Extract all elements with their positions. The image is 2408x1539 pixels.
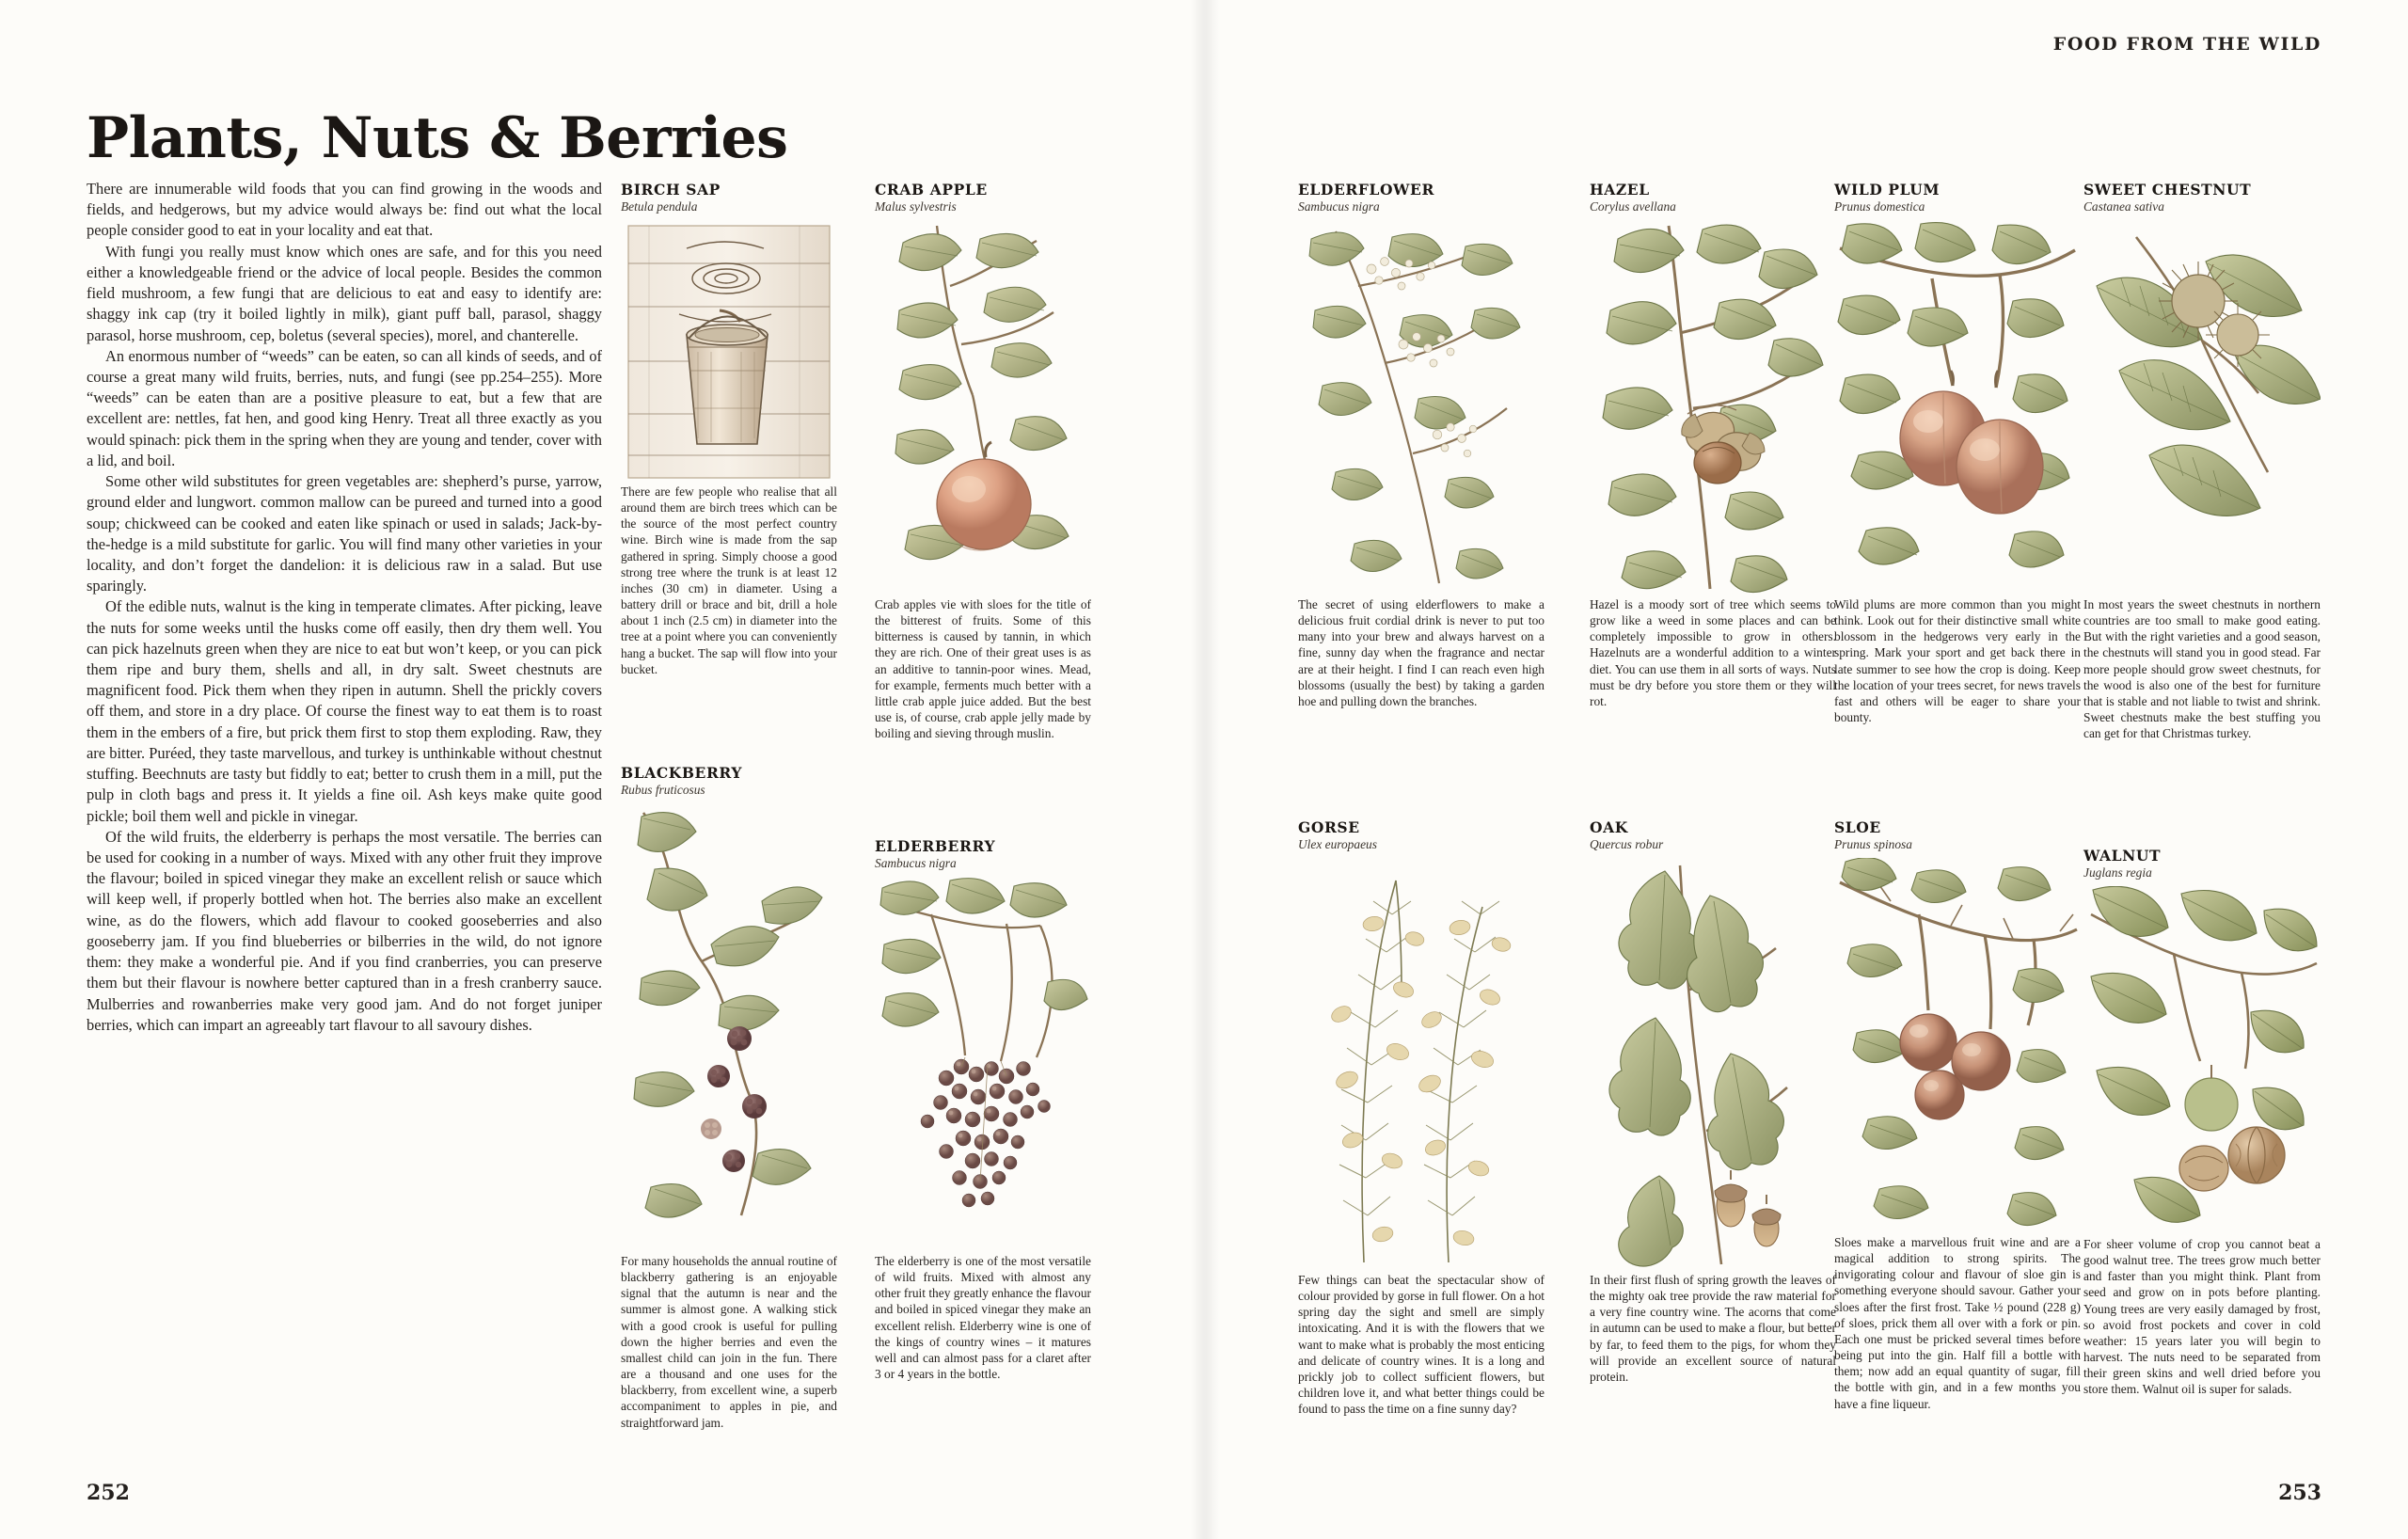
species-description (621, 1253, 837, 1431)
intro-paragraph: There are innumerable wild foods that you can find growing in the woods and fields, and hedgerows, but my advice would always be: find out what the local people consider good to eat in your locality and eat that. (87, 180, 602, 240)
species-description (1834, 596, 2081, 725)
elderberry-cluster-illustration (875, 877, 1091, 1253)
species-paragraph: For sheer volume of crop you cannot beat a good walnut tree. The trees grow much better and faster than you might think. Plant from seed and grow on in pots before planting. Young trees are very easily damaged by frost, so avoid frost pockets and cover in cold weather: 15 years later you will begin to harvest. The nuts need to be separated from their green skins and well dried before you store them. Walnut oil is super for salads. (2083, 1237, 2321, 1397)
crab-apple-branch-illustration (875, 220, 1091, 596)
species-description (621, 484, 837, 677)
page-number-right: 253 (2278, 1481, 2321, 1505)
species-block-walnut (2083, 847, 2321, 1398)
page-gutter (1190, 0, 1220, 1539)
species-paragraph: In their first flush of spring growth the leaves of the mighty oak tree provide the raw material for a very fine country wine. The acorns that come in autumn can be used to make a flour, but better by far, to feed them to the pigs, for whom they will provide an excellent source of natural protein. (1590, 1273, 1836, 1384)
species-latin-name: Corylus avellana (1590, 199, 1676, 214)
species-name: GORSE (1298, 818, 1360, 836)
species-description (875, 1253, 1091, 1382)
blackberry-bramble-illustration (621, 803, 837, 1253)
species-description (875, 596, 1091, 741)
species-block-wild-plum (1834, 181, 2081, 725)
species-description (1298, 596, 1545, 709)
species-block-gorse (1298, 818, 1545, 1417)
species-block-blackberry (621, 764, 837, 1431)
species-name: OAK (1590, 818, 1628, 836)
species-block-oak (1590, 818, 1836, 1385)
species-latin-name: Sambucus nigra (875, 856, 957, 870)
species-description (1298, 1272, 1545, 1417)
running-head: FOOD FROM THE WILD (2052, 34, 2321, 55)
species-paragraph: Sloes make a marvellous fruit wine and are a magical addition to strong spirits. The invigorating colour and flavour of sloe gin is something everyone should savour. Gather your sloes after the first frost. Take ½ pound (228 g) of sloes, prick them all over with a fork or pin. Each one must be pricked several times before being put into the gin. Half fill a bottle with them; now add an equal quantity of sugar, fill the bottle with gin, and in a few months you have a fine liqueur. (1834, 1235, 2081, 1411)
species-description (1590, 1272, 1836, 1385)
species-block-elderflower (1298, 181, 1545, 709)
intro-paragraph: Of the edible nuts, walnut is the king in temperate climates. After picking, leave the nuts for some weeks until the husks come off easily, then dry them well. You can pick hazelnuts green when they are nice to eat but won’t keep, or you can pick them ripe and bury them, shells and all, in dry salt. Sweet chestnuts are magnificent food. Pick them when they ripen in autumn. Shell the prickly covers off them, and store in a dry place. Of course the finest way to eat them is to roast them in the embers of a fire, but prick them first to stop them exploding. Raw, they are bitter. Puréed, they taste marvellous, and turkey is unthinkable without chestnut stuffing. Beechnuts are tasty but fiddly to eat; better to crush them in a mill, put the pulp in cloth bags and press it. It yields a fine oil. Ash keys make quite good pickle; boil them well and pickle in vinegar. (87, 597, 602, 825)
species-paragraph: Wild plums are more common than you might think. Look out for their distinctive small white blossom in the hedgerows very early in the spring. Mark your sport and get back there in late summer to see how the crop is doing. Keep the location of your trees secret, for news travels fast and others will be eager to share your bounty. (1834, 597, 2081, 725)
species-name: HAZEL (1590, 181, 1650, 198)
species-name: ELDERBERRY (875, 837, 996, 855)
intro-paragraph: Of the wild fruits, the elderberry is perhaps the most versatile. The berries can be used for cooking in a number of ways. Mixed with any other fruit they improve the flavour; boiled in spiced vinegar they make an excellent relish or sauce which will keep well, if properly bottled when hot. The berries also make an excellent wine, as do the flowers, which add flavour to cooked gooseberries and also gooseberry jam. If you find blueberries or bilberries in the wild, do not ignore them: they make a wonderful pie. And if you find cranberries, you can preserve them but their flavour is nowhere better captured than in a fresh cranberry sauce. Mulberries and rowanberries make very good jam. And do not forget juniper berries, which can impart an agreeably tart flavour to all savoury dishes. (87, 827, 602, 1034)
species-block-hazel (1590, 181, 1836, 709)
hazelnut-branch-illustration (1590, 220, 1836, 596)
species-name: SLOE (1834, 818, 1881, 836)
sloe-blackthorn-branch-illustration (1834, 858, 2081, 1234)
oak-branch-with-acorns-illustration (1590, 858, 1836, 1272)
species-latin-name: Rubus fruticosus (621, 783, 705, 797)
species-latin-name: Betula pendula (621, 199, 698, 214)
intro-paragraph: Some other wild substitutes for green vegetables are: shepherd’s purse, yarrow, ground elder and lungwort. common mallow can be pureed and turned into a good soup; chickweed can be cooked and eaten like spinach or used in salads; Jack-by-the-hedge is a mild substitute for garlic. You will find many other varieties in your locality, and don’t forget the dandelion: it is delicious raw in a salad. But use sparingly. (87, 472, 602, 595)
species-name: WALNUT (2083, 847, 2162, 865)
species-block-sweet-chestnut (2083, 181, 2321, 741)
species-paragraph: Crab apples vie with sloes for the title of the bitterest of fruits. Some of this bitterness is caused by tannin, in which they are rich. One of their great uses is as an additive to tannin-poor wines. Mead, for example, ferments much better with a little crab apple juice added. But the best use is, of course, crab apple jelly made by boiling and sieving through muslin. (875, 597, 1091, 741)
intro-body-text (87, 179, 602, 1036)
species-latin-name: Prunus domestica (1834, 199, 1925, 214)
species-block-birch-sap (621, 181, 837, 677)
species-description (1590, 596, 1836, 709)
species-name: WILD PLUM (1834, 181, 1941, 198)
gorse-bush-illustration (1298, 858, 1545, 1272)
species-paragraph: The secret of using elderflowers to make a delicious fruit cordial drink is never to put too many into your brew and always harvest on a fine, sunny day when the fragrance and nectar are at their height. I find I can reach even high blossoms (usually the best) by taking a garden hoe and pulling down the branches. (1298, 597, 1545, 708)
sweet-chestnut-branch-illustration (2083, 220, 2321, 596)
species-latin-name: Juglans regia (2083, 865, 2152, 880)
species-name: SWEET CHESTNUT (2083, 181, 2252, 198)
species-latin-name: Malus sylvestris (875, 199, 957, 214)
species-latin-name: Prunus spinosa (1834, 837, 1912, 851)
page-title: Plants, Nuts & Berries (87, 105, 788, 172)
species-latin-name: Sambucus nigra (1298, 199, 1380, 214)
species-description (2083, 596, 2321, 741)
species-latin-name: Ulex europaeus (1298, 837, 1377, 851)
page-number-left: 252 (87, 1481, 130, 1505)
species-paragraph: There are few people who realise that all around them are birch trees which can be the source of the most perfect country wine. Birch wine is made from the sap gathered in spring. Simply choose a good strong tree where the trunk is at least 12 inches (30 cm) in diameter. Using a battery drill or brace and bit, drill a hole about 1 inch (2.5 cm) in diameter into the tree at a point where you can conveniently hang a bucket. The sap will flow into your bucket. (621, 484, 837, 676)
species-paragraph: The elderberry is one of the most versatile of wild fruits. Mixed with almost any other fruit they greatly enhance the flavour and boiled in spiced vinegar they make an excellent relish. Elderberry wine is one of the kings of country wines – it matures well and can almost pass for a claret after 3 or 4 years in the bottle. (875, 1254, 1091, 1382)
species-name: CRAB APPLE (875, 181, 988, 198)
species-name: ELDERFLOWER (1298, 181, 1434, 198)
species-name: BIRCH SAP (621, 181, 721, 198)
species-block-elderberry (875, 837, 1091, 1382)
species-latin-name: Castanea sativa (2083, 199, 2164, 214)
species-description (1834, 1234, 2081, 1412)
species-block-crab-apple (875, 181, 1091, 741)
species-paragraph: In most years the sweet chestnuts in northern countries are too small to make good eating. But with the right varieties and a good season, the chestnuts will stand you in good stead. Far more people should grow sweet chestnuts, for the wood is also one of the best for furniture that is stable and not liable to twist and shrink. Sweet chestnuts make the best stuffing you can get for that Christmas turkey. (2083, 597, 2321, 741)
species-paragraph: Few things can beat the spectacular show of colour provided by gorse in full flower. On a hot spring day the sight and smell are simply intoxicating. And it is with the flowers that we want to make what is probably the most enticing and delicate of country wines. It is a long and prickly job to collect sufficient flowers, but children love it, and what better things could be found to pass the time on a fine sunny day? (1298, 1273, 1545, 1417)
intro-paragraph: With fungi you really must know which ones are safe, and for this you need either a knowledgeable friend or the advice of local people. Besides the common field mushroom, a few fungi that are delicious to eat and easy to identify are: shaggy ink cap (try it boiled lightly in milk), giant puff ball, parasol, shaggy parasol, horse mushroom, cep, boletus (several species), morel, and chanterelle. (87, 242, 602, 344)
species-latin-name: Quercus robur (1590, 837, 1664, 851)
species-paragraph: For many households the annual routine of blackberry gathering is an enjoyable signal that the autumn is near and the summer is almost gone. A walking stick with a good crook is useful for pulling down the higher berries and even the smallest child can join in the fun. There are a thousand and one uses for the blackberry, from excellent wine, a superb accompaniment to apples in pie, and straightforward jam. (621, 1254, 837, 1430)
intro-paragraph: An enormous number of “weeds” can be eaten, so can all kinds of seeds, and of course a great many wild fruits, berries, nuts, and fungi (see pp.254–255). More “weeds” can be eaten than are a positive pleasure to eat, but a few that are excellent are: nettles, fat hen, and good king Henry. Treat all three exactly as you would spinach: pick them in the spring when they are young and tender, cover with a lid, and boil. (87, 346, 602, 469)
species-name: BLACKBERRY (621, 764, 743, 782)
wild-plum-branch-illustration (1834, 220, 2081, 596)
species-paragraph: Hazel is a moody sort of tree which seems to grow like a weed in some places and can be completely impossible to grow in others. Hazelnuts are a wonderful addition to a winter diet. You can use them in all sorts of ways. Nuts must be dry before you store them or they will rot. (1590, 597, 1836, 708)
species-description (2083, 1236, 2321, 1398)
elderflower-spray-illustration (1298, 220, 1545, 596)
walnut-branch-illustration (2083, 886, 2321, 1236)
species-block-sloe (1834, 818, 2081, 1412)
birch-trunk-with-bucket-illustration (621, 220, 837, 484)
